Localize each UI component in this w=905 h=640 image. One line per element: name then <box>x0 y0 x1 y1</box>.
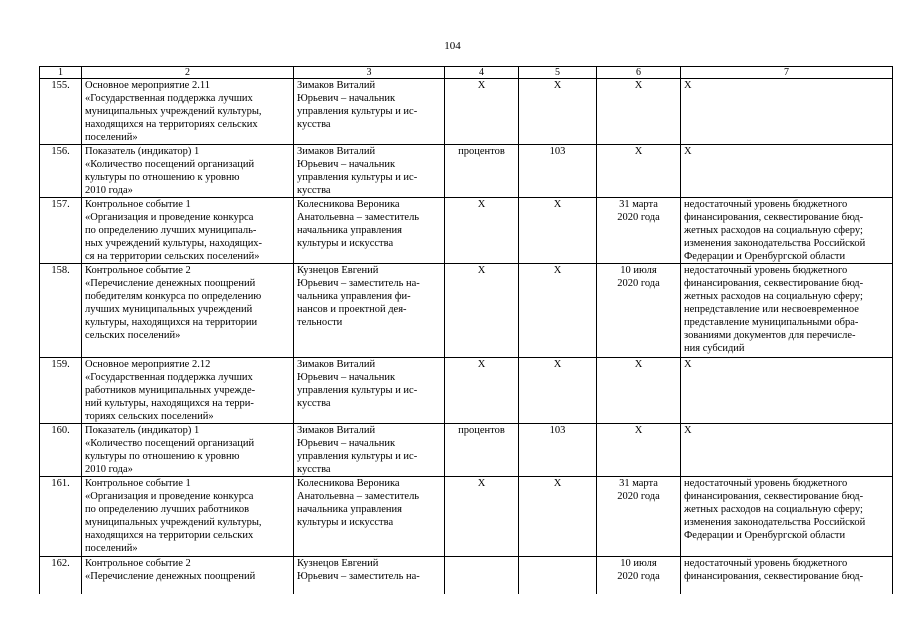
date-cell: 31 марта 2020 года <box>597 198 681 264</box>
responsible-cell: Зимаков Виталий Юрьевич – начальник управления культуры и ис- кусства <box>294 79 445 145</box>
description-cell: Контрольное событие 2 «Перечисление денежных поощрений победителям конкурса по определению лучших муниципальных учреждений культуры, находящихся на территории сельских поселений» <box>82 264 294 358</box>
risk-cell: недостаточный уровень бюджетного финансирования, секвестирование бюд- жетных расходов на социальную сферу; непредставление или несвоевременное представление муниципальными обра- зованиями документов для перечисле- ния субсидий <box>681 264 893 358</box>
table-row <box>40 477 893 557</box>
description-cell: Контрольное событие 1 «Организация и проведение конкурса по определению лучших муниципаль- ных учреждений культуры, находящих- ся на территории сельских поселений» <box>82 198 294 264</box>
risk-cell: недостаточный уровень бюджетного финансирования, секвестирование бюд- жетных расходов на социальную сферу; изменения законодательства Российской Федерации и Оренбургской области <box>681 198 893 264</box>
value-cell: Х <box>519 79 597 145</box>
table-row <box>40 79 893 145</box>
description-cell: Контрольное событие 2 «Перечисление денежных поощрений <box>82 557 294 597</box>
risk-cell: недостаточный уровень бюджетного финансирования, секвестирование бюд- жетных расходов на социальную сферу; изменения законодательства Российской Федерации и Оренбургской области <box>681 477 893 557</box>
row-number-cell: 162. <box>40 557 82 597</box>
value-cell: Х <box>519 477 597 557</box>
unit-cell: процентов <box>445 145 519 198</box>
risk-cell: Х <box>681 358 893 424</box>
value-cell <box>519 557 597 597</box>
table-row <box>40 264 893 358</box>
date-cell: 10 июля 2020 года <box>597 264 681 358</box>
risk-cell: Х <box>681 145 893 198</box>
row-number-cell: 156. <box>40 145 82 198</box>
row-number-cell: 157. <box>40 198 82 264</box>
table-row <box>40 557 893 597</box>
value-cell: Х <box>519 358 597 424</box>
column-header: 2 <box>82 67 294 79</box>
column-header: 1 <box>40 67 82 79</box>
unit-cell: Х <box>445 198 519 264</box>
risk-cell: Х <box>681 79 893 145</box>
responsible-cell: Зимаков Виталий Юрьевич – начальник управления культуры и ис- кусства <box>294 424 445 477</box>
table-row <box>40 358 893 424</box>
responsible-cell: Кузнецов Евгений Юрьевич – заместитель на- <box>294 557 445 597</box>
date-cell: 10 июля 2020 года <box>597 557 681 597</box>
row-number-cell: 159. <box>40 358 82 424</box>
unit-cell: процентов <box>445 424 519 477</box>
unit-cell: Х <box>445 358 519 424</box>
responsible-cell: Зимаков Виталий Юрьевич – начальник управления культуры и ис- кусства <box>294 145 445 198</box>
column-header: 4 <box>445 67 519 79</box>
unit-cell <box>445 557 519 597</box>
column-header: 3 <box>294 67 445 79</box>
value-cell: 103 <box>519 145 597 198</box>
row-number-cell: 161. <box>40 477 82 557</box>
table-row <box>40 198 893 264</box>
value-cell: 103 <box>519 424 597 477</box>
column-header: 7 <box>681 67 893 79</box>
table-row <box>40 145 893 198</box>
page-number: 104 <box>444 40 461 52</box>
column-header: 5 <box>519 67 597 79</box>
responsible-cell: Кузнецов Евгений Юрьевич – заместитель на- чальника управления фи- нансов и проектной дея- тельности <box>294 264 445 358</box>
description-cell: Контрольное событие 1 «Организация и проведение конкурса по определению лучших работников муниципальных учреждений культуры, находящихся на территории сельских поселений» <box>82 477 294 557</box>
row-number-cell: 155. <box>40 79 82 145</box>
responsible-cell: Зимаков Виталий Юрьевич – начальник управления культуры и ис- кусства <box>294 358 445 424</box>
description-cell: Основное мероприятие 2.11 «Государственная поддержка лучших муниципальных учреждений культуры, находящихся на территориях сельских поселений» <box>82 79 294 145</box>
row-number-cell: 158. <box>40 264 82 358</box>
date-cell: 31 марта 2020 года <box>597 477 681 557</box>
page-bottom-margin <box>0 594 905 640</box>
risk-cell: недостаточный уровень бюджетного финансирования, секвестирование бюд- <box>681 557 893 597</box>
date-cell: Х <box>597 358 681 424</box>
header-row <box>40 67 893 79</box>
row-number-cell: 160. <box>40 424 82 477</box>
risk-cell: Х <box>681 424 893 477</box>
control-events-table <box>39 66 893 597</box>
responsible-cell: Колесникова Вероника Анатольевна – заместитель начальника управления культуры и искусства <box>294 198 445 264</box>
value-cell: Х <box>519 264 597 358</box>
date-cell: Х <box>597 79 681 145</box>
unit-cell: Х <box>445 79 519 145</box>
unit-cell: Х <box>445 264 519 358</box>
date-cell: Х <box>597 145 681 198</box>
description-cell: Основное мероприятие 2.12 «Государственная поддержка лучших работников муниципальных учрежде- ний культуры, находящихся на терри- ториях сельских поселений» <box>82 358 294 424</box>
responsible-cell: Колесникова Вероника Анатольевна – заместитель начальника управления культуры и искусства <box>294 477 445 557</box>
column-header: 6 <box>597 67 681 79</box>
description-cell: Показатель (индикатор) 1 «Количество посещений организаций культуры по отношению к уровню 2010 года» <box>82 424 294 477</box>
table-row <box>40 424 893 477</box>
unit-cell: Х <box>445 477 519 557</box>
description-cell: Показатель (индикатор) 1 «Количество посещений организаций культуры по отношению к уровню 2010 года» <box>82 145 294 198</box>
date-cell: Х <box>597 424 681 477</box>
value-cell: Х <box>519 198 597 264</box>
